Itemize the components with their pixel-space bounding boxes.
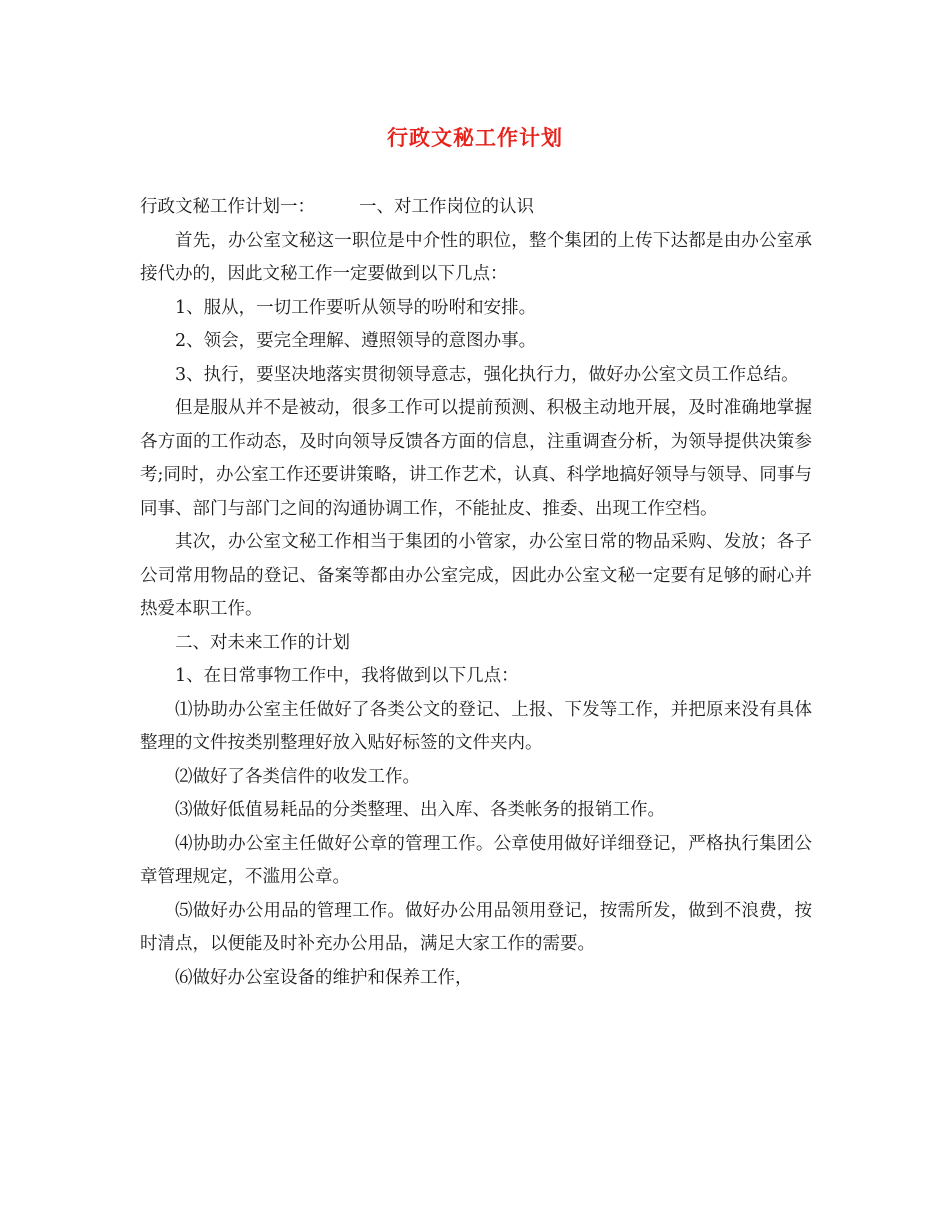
section-heading-1: 一、对工作岗位的认识 — [359, 197, 534, 217]
list-item: ⑵做好了各类信件的收发工作。 — [175, 766, 420, 787]
paragraph: 1、服从，一切工作要听从领导的吩咐和安排。 — [175, 297, 537, 318]
section-heading-2: 二、对未来工作的计划 — [175, 632, 350, 653]
document-title: 行政文秘工作计划 — [387, 125, 563, 150]
paragraph: 1、在日常事物工作中，我将做到以下几点： — [175, 666, 519, 686]
paragraph: 但是服从并不是被动，很多工作可以提前预测、积极主动地开展，及时准确地掌握各方面的工作动态，及时向领导反馈各方面的信息，注重调查分析，为领导提供决策参考;同时，办公室工作还要讲策略，讲工作艺术，认真、科学地搞好领导与领导、同事与同事、部门与部门之间的沟通协调工作，不能扯皮、推委、出现工作空档。 — [140, 398, 812, 519]
plan-label: 行政文秘工作计划一： — [140, 197, 315, 217]
list-item: ⑴协助办公室主任做好了各类公文的登记、上报、下发等工作，并把原来没有具体整理的文件按类别整理好放入贴好标签的文件夹内。 — [140, 699, 812, 753]
paragraph: 首先，办公室文秘这一职位是中介性的职位，整个集团的上传下达都是由办公室承接代办的，因此文秘工作一定要做到以下几点： — [140, 230, 812, 284]
paragraph: 3、执行，要坚决地落实贯彻领导意志，强化执行力，做好办公室文员工作总结。 — [175, 364, 799, 385]
paragraph: 其次，办公室文秘工作相当于集团的小管家，办公室日常的物品采购、发放；各子公司常用物品的登记、备案等都由办公室完成，因此办公室文秘一定要有足够的耐心并热爱本职工作。 — [140, 532, 812, 619]
list-item: ⑹做好办公室设备的维护和保养工作， — [175, 967, 473, 988]
document-body — [140, 191, 812, 995]
paragraph: 2、领会，要完全理解、遵照领导的意图办事。 — [175, 331, 537, 351]
list-item: ⑷协助办公室主任做好公章的管理工作。公章使用做好详细登记，严格执行集团公章管理规定，不滥用公章。 — [140, 833, 812, 887]
list-item: ⑶做好低值易耗品的分类整理、出入库、各类帐务的报销工作。 — [175, 800, 665, 820]
first-line — [140, 191, 812, 225]
list-item: ⑸做好办公用品的管理工作。做好办公用品领用登记，按需所发，做到不浪费，按时清点，以便能及时补充办公用品，满足大家工作的需要。 — [140, 900, 812, 954]
